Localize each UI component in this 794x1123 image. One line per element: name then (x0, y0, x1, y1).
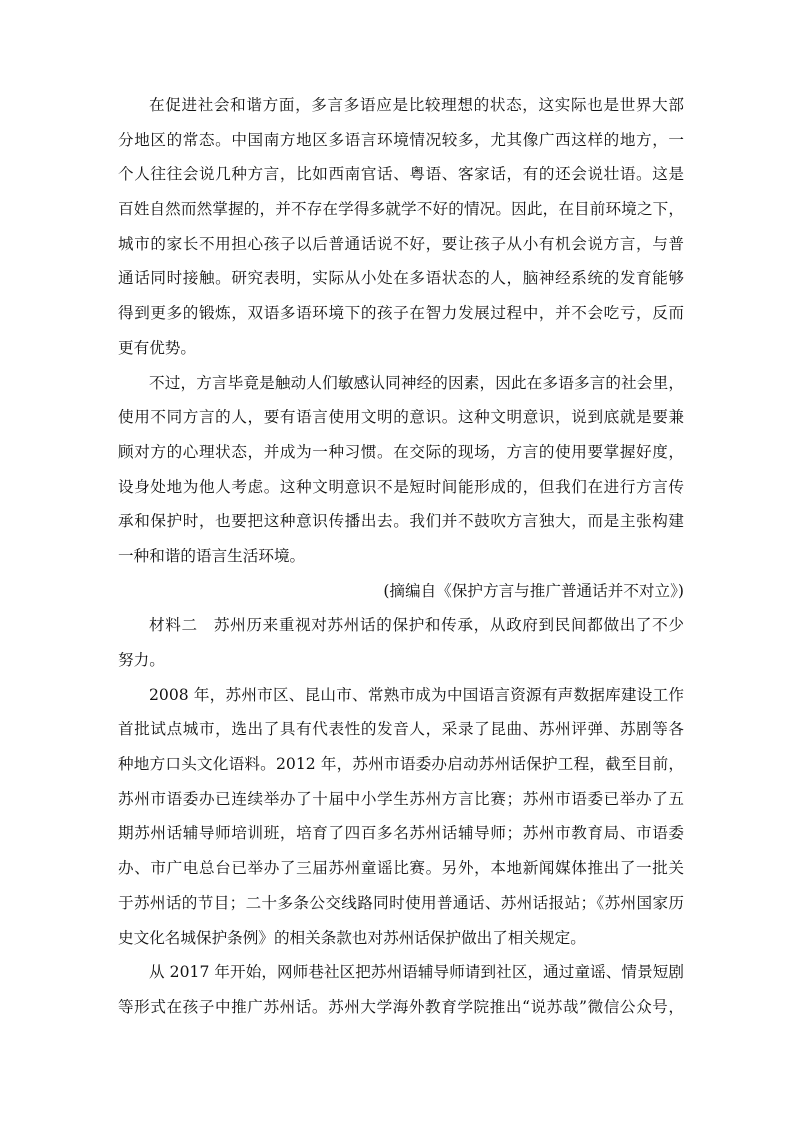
text-line: 使用不同方言的人，要有语言使用文明的意识。这种文明意识，说到底就是要兼 (118, 408, 684, 427)
text-line: 承和保护时，也要把这种意识传播出去。我们并不鼓吹方言独大，而是主张构建 (118, 512, 684, 531)
paragraph-language-civility (118, 366, 684, 574)
text-line: 分地区的常态。中国南方地区多语言环境情况较多，尤其像广西这样的地方，一 (118, 130, 684, 149)
text-line: 首批试点城市，选出了具有代表性的发音人，采录了昆曲、苏州评弹、苏剧等各 (118, 720, 684, 739)
text-line: 苏州市语委办已连续举办了十届中小学生苏州方言比赛；苏州市语委已举办了五 (118, 789, 684, 808)
paragraph-community-promotion (118, 955, 684, 1024)
text-line: 从 2017 年开始，网师巷社区把苏州语辅导师请到社区，通过童谣、情景短剧 (149, 963, 684, 982)
text-line: 城市的家长不用担心孩子以后普通话说不好，要让孩子从小有机会说方言，与普 (118, 234, 684, 253)
text-line: 于苏州话的节目；二十多条公交线路同时使用普通话、苏州话报站；《苏州国家历 (118, 893, 684, 912)
text-line: 得到更多的锻炼，双语多语环境下的孩子在智力发展过程中，并不会吃亏，反而 (118, 304, 684, 323)
text-line: 顾对方的心理状态，并成为一种习惯。在交际的现场，方言的使用要掌握好度， (118, 442, 684, 461)
text-line: 个人往往会说几种方言，比如西南官话、粤语、客家话，有的还会说壮语。这是 (118, 165, 684, 184)
text-line: 办、市广电总台已举办了三届苏州童谣比赛。另外，本地新闻媒体推出了一批关 (118, 859, 684, 878)
document-page (118, 88, 684, 1025)
text-line: 一种和谐的语言生活环境。 (118, 546, 306, 565)
text-line: 通话同时接触。研究表明，实际从小处在多语状态的人，脑神经系统的发育能够 (118, 269, 684, 288)
text-line: 百姓自然而然掌握的，并不存在学得多就学不好的情况。因此，在目前环境之下， (118, 200, 684, 219)
paragraph-suzhou-efforts (118, 678, 684, 956)
paragraph-material-two (118, 608, 684, 677)
text-line: 等形式在孩子中推广苏州话。苏州大学海外教育学院推出“说苏哉”微信公众号， (118, 997, 684, 1016)
source-citation: (摘编自《保护方言与推广普通话并不对立》) (383, 581, 684, 600)
text-line: 努力。 (118, 651, 165, 669)
text-line: 设身处地为他人考虑。这种文明意识不是短时间能形成的，但我们在进行方言传 (118, 477, 684, 496)
text-line: 材料二 苏州历来重视对苏州话的保护和传承，从政府到民间都做出了不少 (149, 616, 684, 635)
text-line: 不过，方言毕竟是触动人们敏感认同神经的因素，因此在多语多言的社会里， (149, 373, 684, 392)
text-line: 更有优势。 (118, 338, 196, 357)
text-line: 2008 年，苏州市区、昆山市、常熟市成为中国语言资源有声数据库建设工作 (149, 685, 684, 704)
text-line: 史文化名城保护条例》的相关条款也对苏州话保护做出了相关规定。 (118, 928, 586, 947)
text-line: 期苏州话辅导师培训班，培育了四百多名苏州话辅导师；苏州市教育局、市语委 (118, 824, 684, 843)
text-line: 种地方口头文化语料。2012 年，苏州市语委办启动苏州话保护工程，截至目前， (118, 755, 684, 774)
text-line: 在促进社会和谐方面，多言多语应是比较理想的状态，这实际也是世界大部 (149, 96, 684, 114)
paragraph-multilingual-harmony (118, 88, 684, 366)
